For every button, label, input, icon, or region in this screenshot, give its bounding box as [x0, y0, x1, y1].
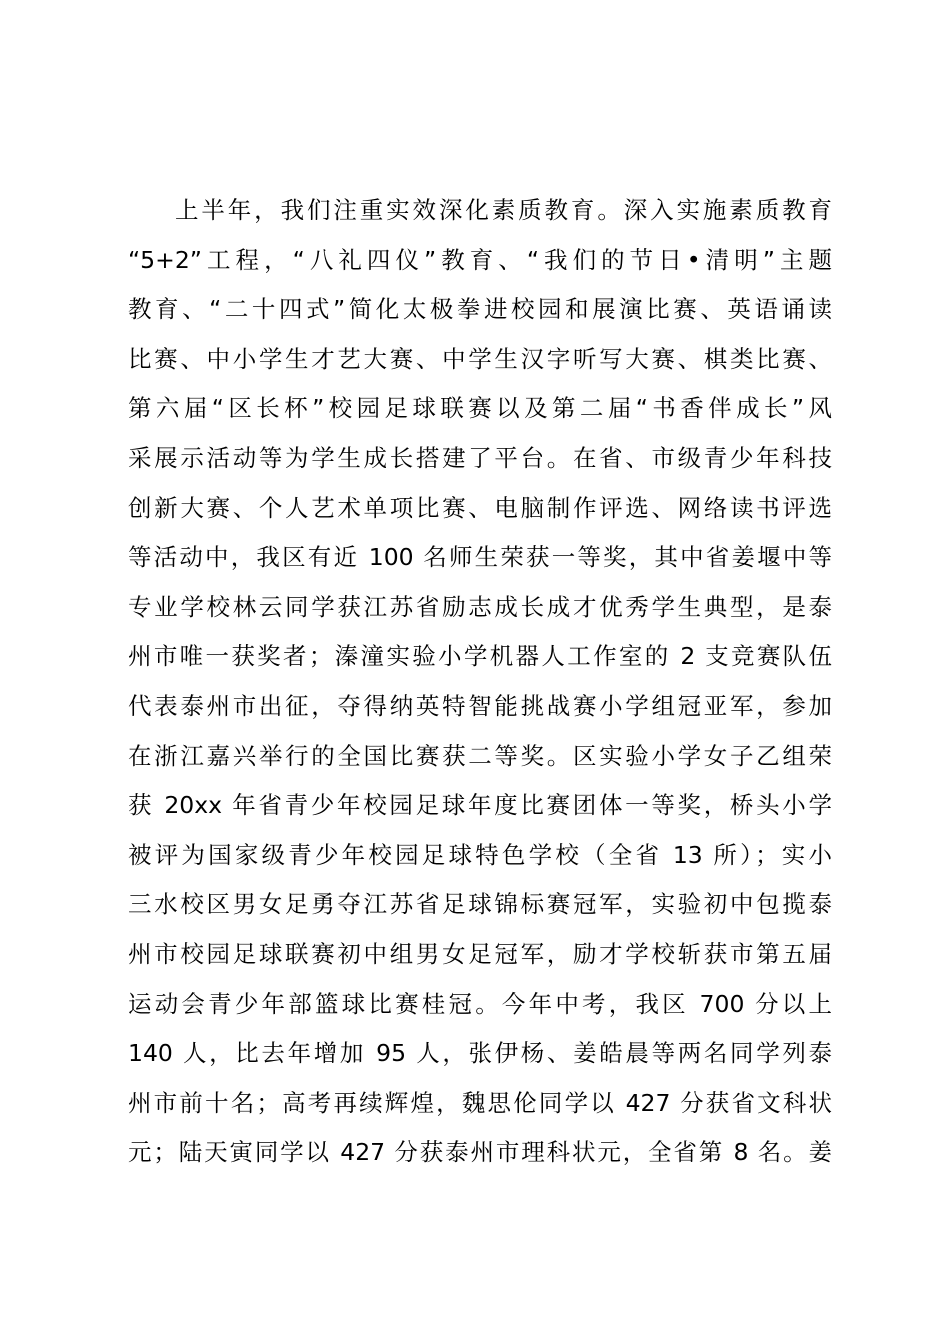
body-paragraph	[128, 186, 832, 1178]
paragraph-line: 140 人，比去年增加 95 人，张伊杨、姜皓晨等两名同学列泰	[128, 1039, 832, 1068]
paragraph-line: 元；陆天寅同学以 427 分获泰州市理科状元，全省第 8 名。姜	[128, 1138, 832, 1167]
paragraph-line: 教育、“二十四式”简化太极拳进校园和展演比赛、英语诵读	[128, 295, 832, 324]
paragraph-line: 获 20xx 年省青少年校园足球年度比赛团体一等奖，桥头小学	[128, 791, 832, 820]
paragraph-line: 专业学校林云同学获江苏省励志成长成才优秀学生典型，是泰	[128, 592, 832, 621]
paragraph-line: 三水校区男女足勇夺江苏省足球锦标赛冠军，实验初中包揽泰	[128, 890, 832, 919]
paragraph-line: “5+2”工程，“八礼四仪”教育、“我们的节日•清明”主题	[128, 245, 832, 274]
paragraph-line: 第六届“区长杯”校园足球联赛以及第二届“书香伴成长”风	[128, 394, 832, 423]
paragraph-line: 州市唯一获奖者；溱潼实验小学机器人工作室的 2 支竞赛队伍	[128, 642, 832, 671]
paragraph-line: 等活动中，我区有近 100 名师生荣获一等奖，其中省姜堰中等	[128, 543, 832, 572]
paragraph-line: 运动会青少年部篮球比赛桂冠。今年中考，我区 700 分以上	[128, 989, 832, 1018]
paragraph-line: 上半年，我们注重实效深化素质教育。深入实施素质教育	[175, 196, 832, 224]
paragraph-line: 采展示活动等为学生成长搭建了平台。在省、市级青少年科技	[128, 443, 832, 472]
paragraph-line: 州市校园足球联赛初中组男女足冠军，励才学校斩获市第五届	[128, 939, 832, 968]
paragraph-line: 代表泰州市出征，夺得纳英特智能挑战赛小学组冠亚军，参加	[128, 691, 832, 720]
paragraph-line: 创新大赛、个人艺术单项比赛、电脑制作评选、网络读书评选	[128, 493, 832, 522]
paragraph-line: 州市前十名；高考再续辉煌，魏思伦同学以 427 分获省文科状	[128, 1088, 832, 1117]
paragraph-line: 被评为国家级青少年校园足球特色学校（全省 13 所）；实小	[128, 840, 832, 869]
paragraph-line: 比赛、中小学生才艺大赛、中学生汉字听写大赛、棋类比赛、	[128, 344, 832, 373]
paragraph-line: 在浙江嘉兴举行的全国比赛获二等奖。区实验小学女子乙组荣	[128, 741, 832, 770]
